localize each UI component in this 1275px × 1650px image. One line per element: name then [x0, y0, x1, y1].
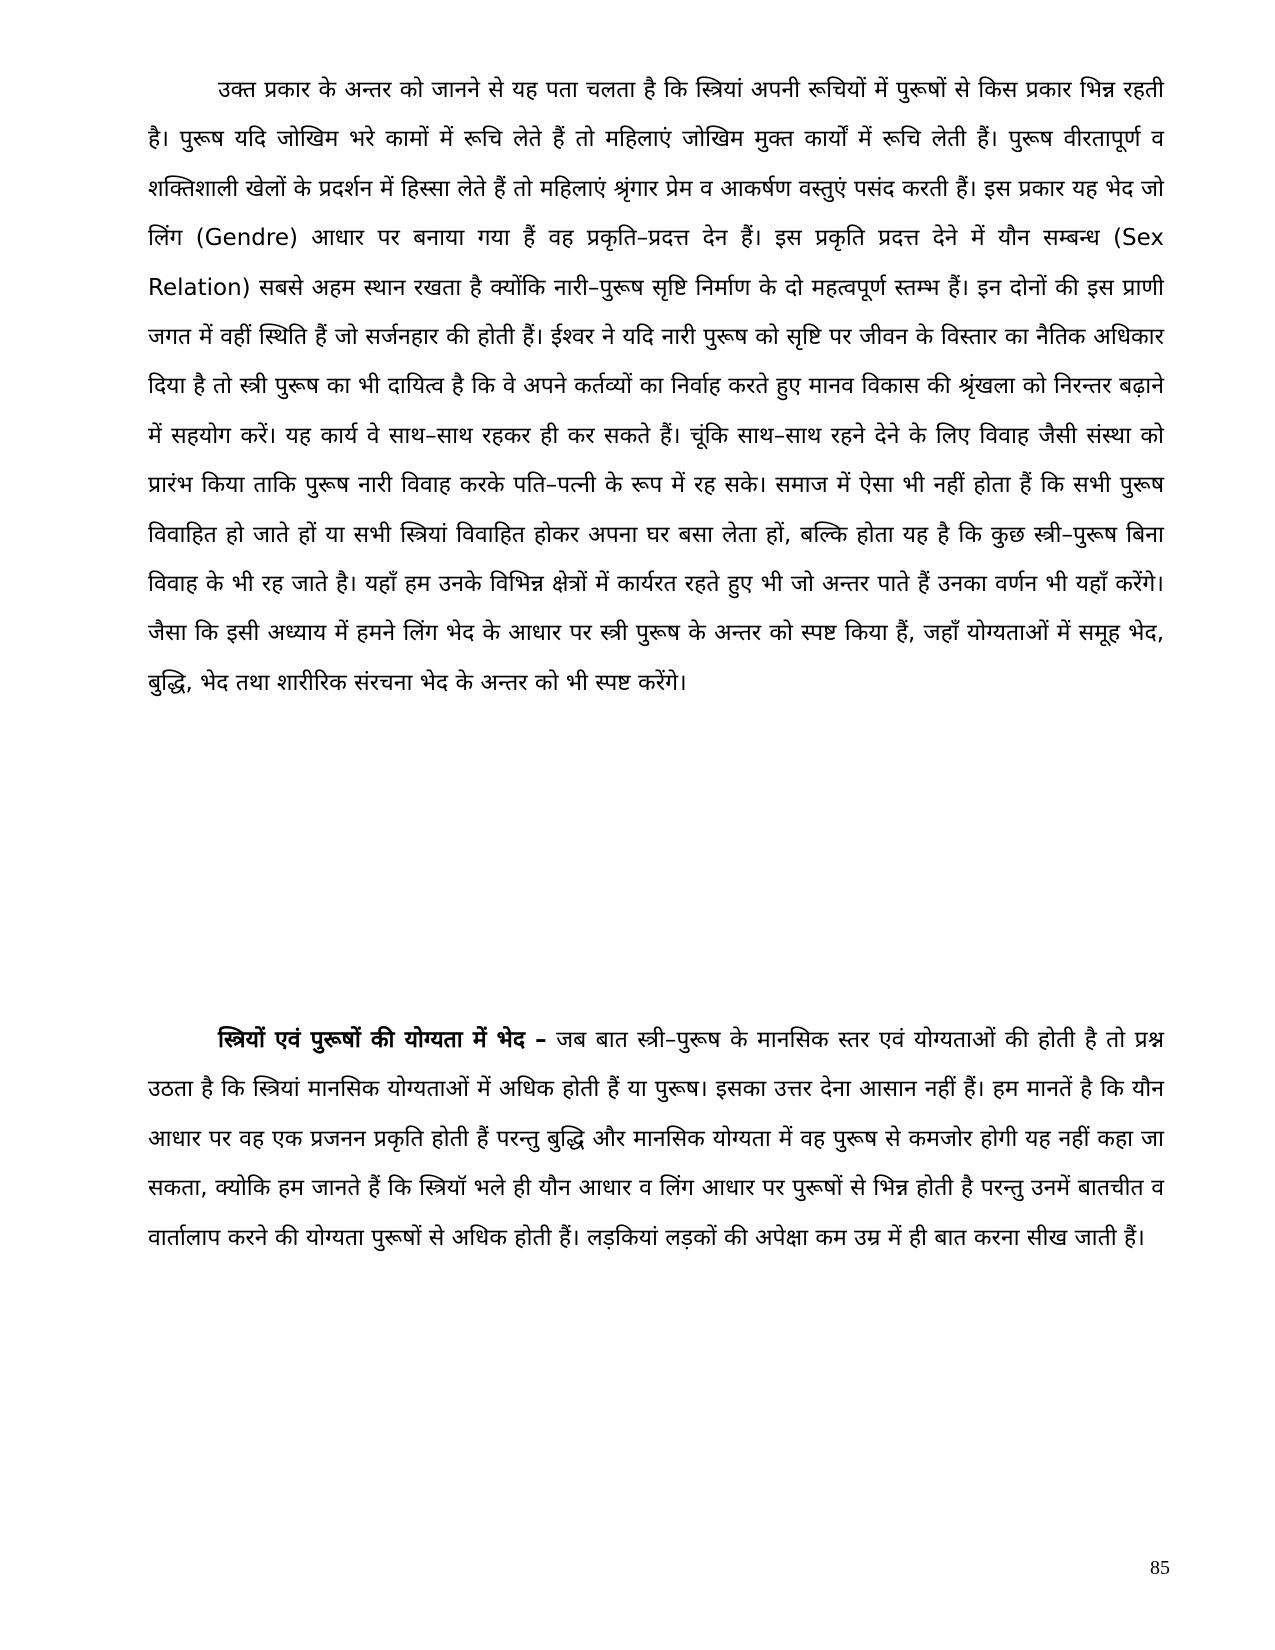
section-heading: स्त्रियों एवं पुरूषों की योग्यता में भेद – — [218, 1027, 547, 1053]
body-paragraph-2 — [148, 1016, 1164, 1263]
body-paragraph-2-text: जब बात स्त्री–पुरूष के मानसिक स्तर एवं योग्यताओं की होती है तो प्रश्न उठता है कि स्त्रियां मानसिक योग्यताओं में अधिक होती हैं या पुरूष। इसका उत्तर देना आसान नहीं हैं। हम मानतें है कि यौन आधार पर वह एक प्रजनन प्रकृति होती हैं परन्तु बुद्धि और मानसिक योग्यता में वह पुरूष से कमजोर होगी यह नहीं कहा जा सकता, क्योकि हम जानते हैं कि स्त्रियॉ भले ही यौन आधार व लिंग आधार पर पुरूषों से भिन्न होती है परन्तु उनमें बातचीत व वार्तालाप करने की योग्यता पुरूषों से अधिक होती हैं। लड़कियां लड़कों की अपेक्षा कम उम्र में ही बात करना सीख जाती हैं। — [148, 1027, 1164, 1251]
body-paragraph-1: उक्त प्रकार के अन्तर को जानने से यह पता चलता है कि स्त्रियां अपनी रूचियों में पुरूषों से किस प्रकार भिन्न रहती है। पुरूष यदि जोखिम भरे कामों में रूचि लेते हैं तो महिलाएं जोखिम मुक्त कार्यों में रूचि लेती हैं। पुरूष वीरतापूर्ण व शक्तिशाली खेलों के प्रदर्शन में हिस्सा लेते हैं तो महिलाएं श्रृंगार प्रेम व आकर्षण वस्तुएं पसंद करती हैं। इस प्रकार यह भेद जो लिंग (Gendre) आधार पर बनाया गया हैं वह प्रकृति–प्रदत्त देन हैं। इस प्रकृति प्रदत्त देने में यौन सम्बन्ध (Sex Relation) सबसे अहम स्थान रखता है क्योंकि नारी–पुरूष सृष्टि निर्माण के दो महत्वपूर्ण स्तम्भ हैं। इन दोनों की इस प्राणी जगत में वहीं स्थिति हैं जो सर्जनहार की होती हैं। ईश्वर ने यदि नारी पुरूष को सृष्टि पर जीवन के विस्तार का नैतिक अधिकार दिया है तो स्त्री पुरूष का भी दायित्व है कि वे अपने कर्तव्यों का निर्वाह करते हुए मानव विकास की श्रृंखला को निरन्तर बढ़ाने में सहयोग करें। यह कार्य वे साथ–साथ रहकर ही कर सकते हैं। चूंकि साथ–साथ रहने देने के लिए विवाह जैसी संस्था को प्रारंभ किया ताकि पुरूष नारी विवाह करके पति–पत्नी के रूप में रह सके। समाज में ऐसा भी नहीं होता हैं कि सभी पुरूष विवाहित हो जाते हों या सभी स्त्रियां विवाहित होकर अपना घर बसा लेता हों, बल्कि होता यह है कि कुछ स्त्री–पुरूष बिना विवाह के भी रह जाते है। यहाँ हम उनके विभिन्न क्षेत्रों में कार्यरत रहते हुए भी जो अन्तर पाते हैं उनका वर्णन भी यहाँ करेंगे। जैसा कि इसी अध्याय में हमने लिंग भेद के आधार पर स्त्री पुरूष के अन्तर को स्पष्ट किया हैं, जहाँ योग्यताओं में समूह भेद, बुद्धि, भेद तथा शारीरिक संरचना भेद के अन्तर को भी स्पष्ट करेंगे। — [148, 77, 1164, 696]
page-number: 85 — [1150, 1557, 1170, 1579]
